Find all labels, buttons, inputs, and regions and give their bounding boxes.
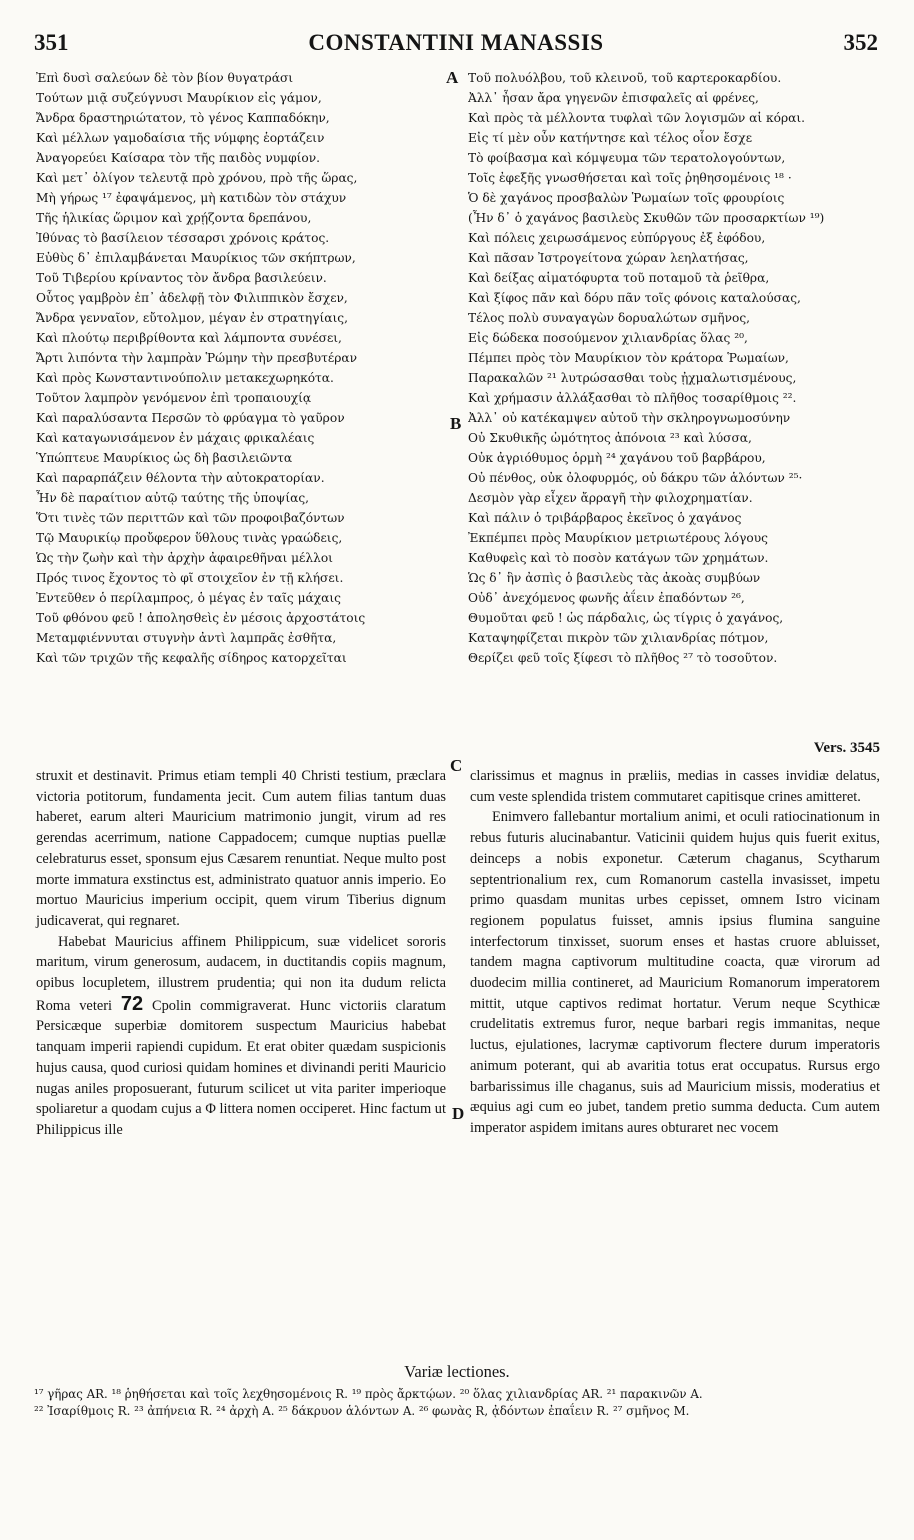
greek-verse-line: Μεταμφιέννυται στυγνὴν ἀντὶ λαμπρᾶς ἐσθῆτα, xyxy=(36,631,337,645)
greek-verse-line: Τέλος πολὺ συναγαγὼν δορυαλώτων σμῆνος, xyxy=(468,311,751,325)
greek-verse-line: Θυμοῦται φεῦ ! ὡς πάρδαλις, ὡς τίγρις ὁ χαγάνος, xyxy=(468,611,784,625)
greek-verse-line: Ἄνδρα γενναῖον, εὔτολμον, μέγαν ἐν στρατηγίαις, xyxy=(36,311,348,325)
section-marker-b: B xyxy=(450,414,462,433)
page-mark: 72 xyxy=(120,992,144,1015)
greek-verse-line: Καὶ μετ᾽ ὀλίγον τελευτᾷ πρὸ χρόνου, πρὸ τῆς ὥρας, xyxy=(36,171,358,185)
greek-verse-line: Οὐδ᾽ ἀνεχόμενος φωνῆς ἀΐειν ἐπαδόντων ²⁶, xyxy=(468,591,745,605)
greek-verse-line: Τοῦτον λαμπρὸν γενόμενον ἐπὶ τροπαιουχίᾳ xyxy=(36,391,312,405)
section-marker-d: D xyxy=(452,1104,465,1123)
greek-verse-line: Δεσμὸν γὰρ εἶχεν ἄρραγῆ τὴν φιλοχρηματίαν. xyxy=(468,491,753,505)
greek-verse-line: Ἀναγορεύει Καίσαρα τὸν τῆς παιδὸς νυμφίον. xyxy=(36,151,321,165)
greek-verse-line: Καὶ πόλεις χειρωσάμενος εὐπύργους ἐξ ἐφόδου, xyxy=(468,231,766,245)
latin-text: Cpolin commigraverat. Hunc victoriis claratum Persicæque superbiæ domitorem suspectum Mauricius habebat tanquam imperii rapiendi cupidum. Et erat obiter quædam suspicionis hujus causa, quod curiosi quidam homines et divinandi periti Mauricio nugas aniles proposuerant, futurum scilicet ut vita pariter imperioque spoliaretur a quodam cujus a Φ littera nomen occiperet. Hinc factum ut Philippicus ille xyxy=(36,997,446,1138)
page-number-right: 352 xyxy=(843,30,878,55)
running-title: CONSTANTINI MANASSIS xyxy=(308,30,604,55)
greek-verse-line: Καὶ πάλιν ὁ τριβάρβαρος ἐκεῖνος ὁ χαγάνος xyxy=(468,511,742,525)
greek-verse-line: (Ἦν δ᾽ ὁ χαγάνος βασιλεὺς Σκυθῶν τῶν προσαρκτίων ¹⁹) xyxy=(468,211,825,225)
greek-verse-line: Τούτων μιᾷ συζεύγνυσι Μαυρίκιον εἰς γάμον, xyxy=(36,91,322,105)
greek-verse-line: Καὶ παραρπάζειν θέλοντα τὴν αὐτοκρατορίαν. xyxy=(36,471,325,485)
latin-paragraph: struxit et destinavit. Primus etiam templi 40 Christi testium, præclara victoria potitorum, fundamenta jecit. Cum autem filias tantum duas haberet, earum alteri Mauricium matrimonio jungit, virum ad res gerendas acerrimum, natione Cappadocem; cumque nuptias puellæ celebraturus esset, sponsum ejus Cæsarem renuntiat. Neque multo post morte immatura exstinctus est, administrato quatuor annis imperio. Eo mortuo Mauricius imperium occipit, quem virum Tiberius dignum judicaverat, qui regnaret. xyxy=(36,768,446,929)
verse-number: Vers. 3545 xyxy=(813,740,880,756)
greek-verse-line: Ὑπώπτευε Μαυρίκιος ὡς δὴ βασιλειῶντα xyxy=(36,451,293,465)
greek-verse-line: Τοῦ πολυόλβου, τοῦ κλεινοῦ, τοῦ καρτεροκαρδίου. xyxy=(468,71,782,85)
latin-paragraph: Enimvero fallebantur mortalium animi, et oculi ratiocinationum in rebus futuris alucinabantur. Vaticinii quidem hujus quis fuerit exitus, deinceps a nobis exponetur. Cæterum chaganus, Scytharum septentrionalium rex, cum Romanorum castella invasisset, impetu primo quasdam munitas urbes cepisset, omnem Istro vicinam regionem populatus fuisset, amnis ipsius flumina sanguine interfectorum tinxisset, suorum enses et hastas cruore abluisset, tandem magna captivorum multitudine coacta, quæ virorum ad duodecim millia contineret, ad Mauricium Romanorum imperatorem mittit, utque captivos redimat hortatur. Verum neque Scythicæ crudelitatis extremus furor, neque barbari regis immanitas, neque luctus, ejulationes, lacrymæ captivorum flectere durum imperatoris animum poterant, qui ab avaritia totus erat occupatus. Rursus ergo barbarissimus ille chaganus, suis ad Mauricium missis, moderatius et æquius agi cum eo jubet, tandem pretio summa deducta. Cum autem imperator aspidem imitans aures obturaret nec vocem xyxy=(470,809,880,1136)
greek-text-right-column xyxy=(468,68,880,668)
greek-verse-line: Ὡς δ᾽ ἣν ἀσπὶς ὁ βασιλεὺς τὰς ἀκοὰς συμβύων xyxy=(468,571,761,585)
variae-lectiones-title: Variæ lectiones. xyxy=(404,1362,510,1381)
greek-verse-line: Οὗτος γαμβρὸν ἐπ᾽ ἀδελφῇ τὸν Φιλιππικὸν ἔσχεν, xyxy=(36,291,348,305)
greek-verse-line: Ἐντεῦθεν ὁ περίλαμπρος, ὁ μέγας ἐν ταῖς μάχαις xyxy=(36,591,341,605)
greek-verse-line: Καὶ πρὸς Κωνσταντινούπολιν μετακεχωρηκότα. xyxy=(36,371,334,385)
greek-verse-line: Ἐκπέμπει πρὸς Μαυρίκιον μετριωτέρους λόγους xyxy=(468,531,768,545)
greek-verse-line: Ἐπὶ δυσὶ σαλεύων δὲ τὸν βίον θυγατράσι xyxy=(36,71,294,85)
greek-verse-line: Οὐ πένθος, οὐκ ὀλοφυρμός, οὐ δάκρυ τῶν ἁλόντων ²⁵· xyxy=(468,471,803,485)
greek-verse-line: Παρακαλῶν ²¹ λυτρώσασθαι τοὺς ᾐχμαλωτισμένους, xyxy=(468,371,797,385)
greek-verse-line: Θερίζει φεῦ τοῖς ξίφεσι τὸ πλῆθος ²⁷ τὸ τοσοῦτον. xyxy=(468,651,778,665)
greek-verse-line: Ἀλλ᾽ ἦσαν ἄρα γηγενῶν ἐπισφαλεῖς αἱ φρένες, xyxy=(468,91,759,105)
latin-translation-left xyxy=(36,766,446,1141)
section-marker-c: C xyxy=(450,756,463,775)
greek-verse-line: Ὡς τὴν ζωὴν καὶ τὴν ἀρχὴν ἀφαιρεθῆναι μέλλοι xyxy=(36,551,333,565)
footnotes xyxy=(34,1386,880,1420)
greek-verse-line: Τοῖς ἐφεξῆς γνωσθήσεται καὶ τοῖς ῥηθησομένοις ¹⁸ · xyxy=(468,171,792,185)
greek-verse-line: Εἰς δώδεκα ποσούμενον χιλιανδρίας ὅλας ²⁰, xyxy=(468,331,748,345)
greek-verse-line: Καὶ δείξας αἱματόφυρτα τοῦ ποταμοῦ τὰ ῥεῖθρα, xyxy=(468,271,770,285)
greek-verse-line: Καὶ πρὸς τὰ μέλλοντα τυφλαὶ τῶν λογισμῶν αἱ κόραι. xyxy=(468,111,806,125)
latin-paragraph xyxy=(36,932,446,1141)
greek-verse-line: Καταψηφίζεται πικρὸν τῶν χιλιανδρίας πότμον, xyxy=(468,631,769,645)
greek-verse-line: Μὴ γήρως ¹⁷ ἐφαψάμενος, μὴ κατιδὼν τὸν στάχυν xyxy=(36,191,347,205)
greek-verse-line: Καὶ παραλύσαντα Περσῶν τὸ φρύαγμα τὸ γαῦρον xyxy=(36,411,345,425)
greek-verse-line: Τοῦ φθόνου φεῦ ! ἀπολησθεὶς ἐν μέσοις ἀρχοστάτοις xyxy=(36,611,366,625)
greek-verse-line: Ἦν δὲ παραίτιον αὐτῷ ταύτης τῆς ὑποψίας, xyxy=(36,491,310,505)
page-header xyxy=(34,30,878,60)
greek-verse-line: Καὶ πᾶσαν Ἰστρογείτονα χώραν λεηλατήσας, xyxy=(468,251,749,265)
greek-verse-line: Καὶ ξίφος πᾶν καὶ δόρυ πᾶν τοῖς φόνοις καταλούσας, xyxy=(468,291,801,305)
greek-verse-line: Τὸ φοίβασμα καὶ κόμψευμα τῶν τερατολογούντων, xyxy=(468,151,786,165)
greek-verse-line: Ἄνδρα δραστηριώτατον, τὸ γένος Καππαδόκην, xyxy=(36,111,330,125)
greek-verse-line: Καὶ καταγωνισάμενον ἐν μάχαις φρικαλέαις xyxy=(36,431,315,445)
latin-paragraph: clarissimus et magnus in præliis, medias in casses invidiæ delatus, cum veste splendida tristem commutaret capitisque crines amitteret. xyxy=(470,768,880,805)
greek-verse-line: Καὶ τῶν τριχῶν τῆς κεφαλῆς σίδηρος κατορχεῖται xyxy=(36,651,347,665)
greek-verse-line: Τῆς ἡλικίας ὥριμον καὶ χρῄζοντα δρεπάνου, xyxy=(36,211,312,225)
greek-verse-line: Καθυφεὶς καὶ τὸ ποσὸν κατάγων τῶν χρημάτων. xyxy=(468,551,769,565)
greek-verse-line: Ὁ δὲ χαγάνος προσβαλὼν Ῥωμαίων τοῖς φρουρίοις xyxy=(468,191,785,205)
greek-verse-line: Ὅτι τινὲς τῶν περιττῶν καὶ τῶν προφοιβαζόντων xyxy=(36,511,345,525)
greek-verse-line: Καὶ μέλλων γαμοδαίσια τῆς νύμφης ἑορτάζειν xyxy=(36,131,325,145)
page-number-left: 351 xyxy=(34,30,69,55)
greek-verse-line: Τῷ Μαυρικίῳ προὔφερον ὕθλους τινὰς γραώδεις, xyxy=(36,531,343,545)
greek-verse-line: Ἀλλ᾽ οὐ κατέκαμψεν αὐτοῦ τὴν σκληρογνωμοσύνην xyxy=(468,411,791,425)
latin-text: Habebat Mauricius affinem Philippicum, suæ videlicet sororis maritum, virum generosum, audacem, in ductitandis copiis magnum, opibus locupletem, illustrem prudentia; qui non ita dudum relicta Roma veteri xyxy=(36,933,446,1014)
greek-verse-line: Πρός τινος ἔχοντος τὸ φῖ στοιχεῖον ἐν τῇ κλήσει. xyxy=(36,571,344,585)
greek-verse-line: Οὐκ ἀγριόθυμος ὁρμὴ ²⁴ χαγάνου τοῦ βαρβάρου, xyxy=(468,451,766,465)
footnote-line: ¹⁷ γῆρας AR. ¹⁸ ῥηθήσεται καὶ τοῖς λεχθησομένοις R. ¹⁹ πρὸς ἄρκτῴων. ²⁰ ὅλας χιλιανδρίας AR. ²¹ παρακινῶν A. xyxy=(34,1387,703,1401)
greek-verse-line: Καὶ χρήμασιν ἀλλάξασθαι τὸ πλῆθος τοσαρίθμοις ²². xyxy=(468,391,797,405)
greek-verse-line: Καὶ πλούτῳ περιβρίθοντα καὶ λάμποντα συνέσει, xyxy=(36,331,342,345)
greek-text-left-column xyxy=(36,68,436,668)
greek-verse-line: Τοῦ Τιβερίου κρίναντος τὸν ἄνδρα βασιλεύειν. xyxy=(36,271,327,285)
greek-verse-line: Πέμπει πρὸς τὸν Μαυρίκιον τὸν κράτορα Ῥωμαίων, xyxy=(468,351,789,365)
greek-verse-line: Εἰς τί μὲν οὖν κατήντησε καὶ τέλος οἷον ἔσχε xyxy=(468,131,753,145)
latin-translation-right xyxy=(470,766,880,1139)
footnote-line: ²² Ἰσαρίθμοις R. ²³ ἀπήνεια R. ²⁴ ἀρχὴ A. ²⁵ δάκρυον ἁλόντων A. ²⁶ φωνὰς R, ᾀδόντων ἐπαΐειν R. ²⁷ σμῆνος M. xyxy=(34,1404,690,1418)
greek-verse-line: Ἄρτι λιπόντα τὴν λαμπρὰν Ῥώμην τὴν πρεσβυτέραν xyxy=(36,351,358,365)
section-marker-a: A xyxy=(446,68,459,87)
greek-verse-line: Ἰθύνας τὸ βασίλειον τέσσαρσι χρόνοις κράτος. xyxy=(36,231,330,245)
greek-verse-line: Οὐ Σκυθικῆς ὠμότητος ἀπόνοια ²³ καὶ λύσσα, xyxy=(468,431,752,445)
greek-verse-line: Εὐθὺς δ᾽ ἐπιλαμβάνεται Μαυρίκιος τῶν σκήπτρων, xyxy=(36,251,356,265)
